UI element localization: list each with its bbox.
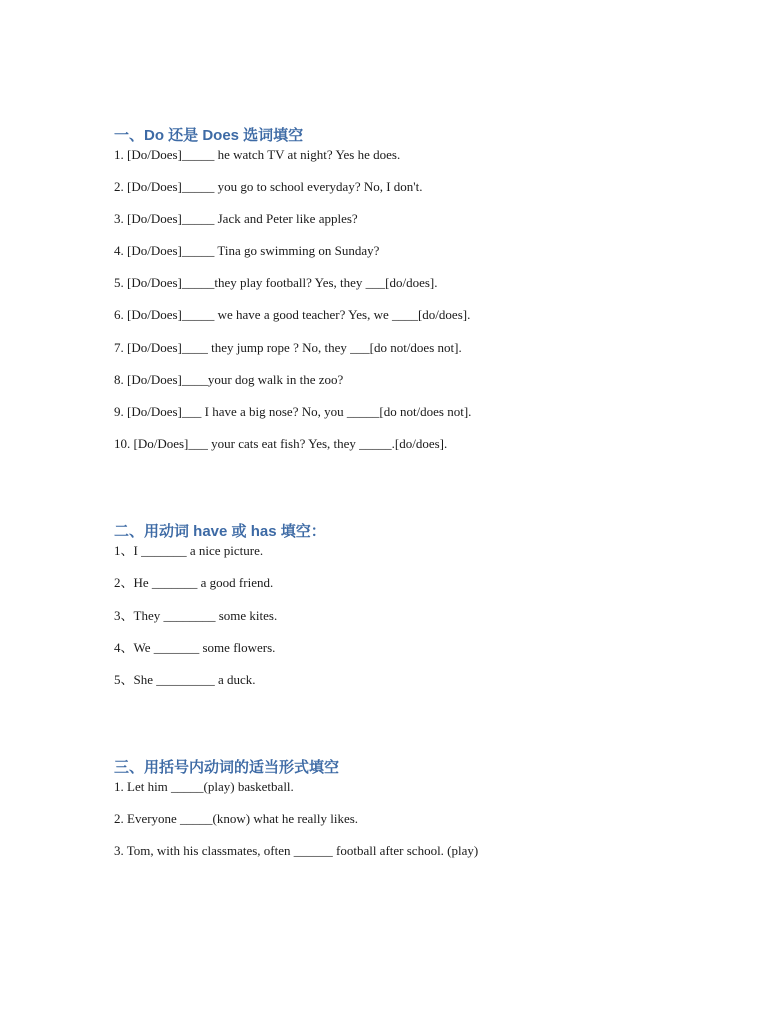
- exercise-item: 9. [Do/Does]___ I have a big nose? No, you _____[do not/does not].: [114, 403, 472, 419]
- exercise-item: 8. [Do/Does]____your dog walk in the zoo?: [114, 371, 344, 387]
- section-do-does: [114, 125, 674, 468]
- section-heading: 一、Do 还是 Does 选词填空: [114, 127, 304, 144]
- exercise-item: 4、We _______ some flowers.: [114, 639, 276, 655]
- exercise-item: 3. [Do/Does]_____ Jack and Peter like apples?: [114, 211, 358, 227]
- exercise-item: 3、They ________ some kites.: [114, 607, 278, 623]
- exercise-item: 3. Tom, with his classmates, often ______ football after school. (play): [114, 843, 479, 859]
- section-heading: 二、用动词 have 或 has 填空：: [114, 523, 326, 540]
- section-heading: 三、用括号内动词的适当形式填空: [114, 759, 340, 776]
- exercise-item: 2、He _______ a good friend.: [114, 575, 274, 591]
- exercise-item: 1、I _______ a nice picture.: [114, 543, 264, 558]
- exercise-item: 6. [Do/Does]_____ we have a good teacher? Yes, we ____[do/does].: [114, 307, 471, 323]
- exercise-item: 1. Let him _____(play) basketball.: [114, 779, 294, 794]
- exercise-item: 1. [Do/Does]_____ he watch TV at night? Yes he does.: [114, 147, 401, 162]
- exercise-item: 5、She _________ a duck.: [114, 672, 256, 688]
- exercise-item: 7. [Do/Does]____ they jump rope ? No, they ___[do not/does not].: [114, 339, 462, 355]
- exercise-item: 10. [Do/Does]___ your cats eat fish? Yes, they _____.[do/does].: [114, 435, 448, 451]
- section-verb-forms: [114, 757, 674, 876]
- exercise-item: 5. [Do/Does]_____they play football? Yes, they ___[do/does].: [114, 275, 438, 291]
- exercise-item: 2. Everyone _____(know) what he really likes.: [114, 811, 359, 827]
- exercise-item: 2. [Do/Does]_____ you go to school everyday? No, I don't.: [114, 179, 423, 195]
- exercise-item: 4. [Do/Does]_____ Tina go swimming on Sunday?: [114, 243, 380, 259]
- section-have-has: [114, 521, 674, 704]
